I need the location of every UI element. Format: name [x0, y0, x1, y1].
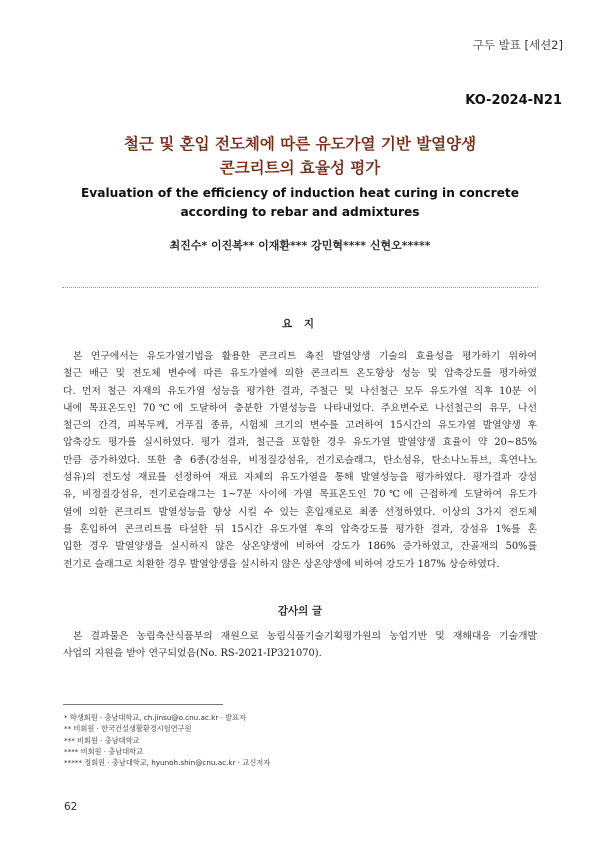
english-title-line-1: Evaluation of the efficiency of induction heat curing in concrete — [80, 186, 520, 200]
abstract-line: 내에 목표온도인 70℃에 도달하여 충분한 가열성능을 나타내었다. 주요변수로 나선철근의 유무, 나선 — [63, 402, 537, 414]
section-divider — [62, 287, 538, 288]
acknowledgement-line: 본 결과물은 농림축산식품부의 재원으로 농림식품기술기획평가원의 농업기반 및 재해대응 기술개발 — [72, 631, 537, 642]
footnote-item: ** 비회원 · 한국건설생활환경시험연구원 — [64, 724, 192, 734]
paper-code: KO-2024-N21 — [465, 93, 562, 108]
footnote-item: **** 비회원 · 충남대학교 — [64, 746, 144, 756]
abstract-line: 철근 배근 및 전도체 변수에 따른 유도가열에 의한 콘크리트 온도향상 성능 및 압축강도를 평가하였 — [63, 368, 537, 380]
korean-title-line-2: 콘크리트의 효율성 평가 — [219, 159, 381, 177]
abstract-line: 유, 비정질강섬유, 전기로슬래그는 1~7분 사이에 가열 목표온도인 70℃에 근접하게 도달하여 유도가 — [63, 489, 537, 501]
footnotes — [64, 712, 270, 768]
abstract-heading: 요 지 — [282, 318, 318, 330]
abstract-line: 철근의 간격, 피복두께, 거푸집 종류, 시험체 크기의 변수를 고려하여 15시간의 유도가열 발열양생 후 — [63, 420, 537, 432]
acknowledgement-heading: 감사의 글 — [277, 605, 323, 617]
abstract-line: 전기로 슬래그로 치환한 경우 발열양생을 실시하지 않은 상온양생에 비하여 강도가 187% 상승하였다. — [63, 558, 500, 570]
footnote-rule — [63, 704, 223, 705]
abstract-line: 본 연구에서는 유도가열기법을 활용한 콘크리트 촉진 발열양생 기술의 효율성을 평가하기 위하여 — [72, 351, 537, 362]
abstract-line: 다. 먼저 철근 자재의 유도가열 성능을 평가한 결과, 주철근 및 나선철근 모두 유도가열 직후 10분 이 — [63, 385, 537, 397]
page-number: 62 — [64, 801, 78, 813]
footnote-item: *** 비회원 · 충남대학교 — [64, 735, 140, 745]
abstract-line: 만큼 증가하였다. 또한 총 6종(강섬유, 비정질강섬유, 전기로슬래그, 탄소섬유, 탄소나노튜브, 흑연나노 — [63, 454, 537, 466]
author-list: 최진수* 이진복** 이재환*** 강민혁**** 신현오***** — [169, 239, 431, 252]
footnote-item: * 학생회원 · 충남대학교, ch.jinsu@o.cnu.ac.kr · 발표자 — [64, 713, 246, 722]
abstract-line: 섬유)의 전도성 재료를 선정하여 재료 자체의 유도가열을 통해 발열성능을 평가하였다. 평가결과 강섬 — [63, 472, 537, 484]
abstract-line: 를 혼입하여 콘크리트를 타설한 뒤 15시간 유도가열 후의 압축강도를 평가한 결과, 강섬유 1%를 혼 — [63, 523, 537, 535]
abstract-line: 열에 의한 콘크리트 발열성능을 향상 시킬 수 있는 혼입재로로 최종 선정하였다. 이상의 3가지 전도체 — [63, 506, 537, 518]
abstract-line: 입한 경우 발열양생을 실시하지 않은 상온양생에 비하여 강도가 186% 증가하였고, 잔골재의 50%를 — [63, 541, 537, 553]
footnote-item: ***** 정회원 · 충남대학교, hyunoh.shin@cnu.ac.kr · 교신저자 — [64, 758, 271, 768]
acknowledgement-line: 사업의 지원을 받아 연구되었음(No. RS-2021-IP321070). — [63, 648, 322, 660]
english-title-line-2: according to rebar and admixtures — [180, 205, 420, 219]
abstract-body — [63, 348, 537, 573]
abstract-line: 압축강도 평가를 실시하였다. 평가 결과, 철근을 포함한 경우 유도가열 발열양생 효율이 약 20~85% — [63, 437, 537, 449]
acknowledgement-body — [63, 628, 537, 663]
session-label: 구두 발표 [세션2] — [472, 38, 563, 52]
korean-title-line-1: 철근 및 혼입 전도체에 따른 유도가열 기반 발열양생 — [123, 135, 477, 153]
